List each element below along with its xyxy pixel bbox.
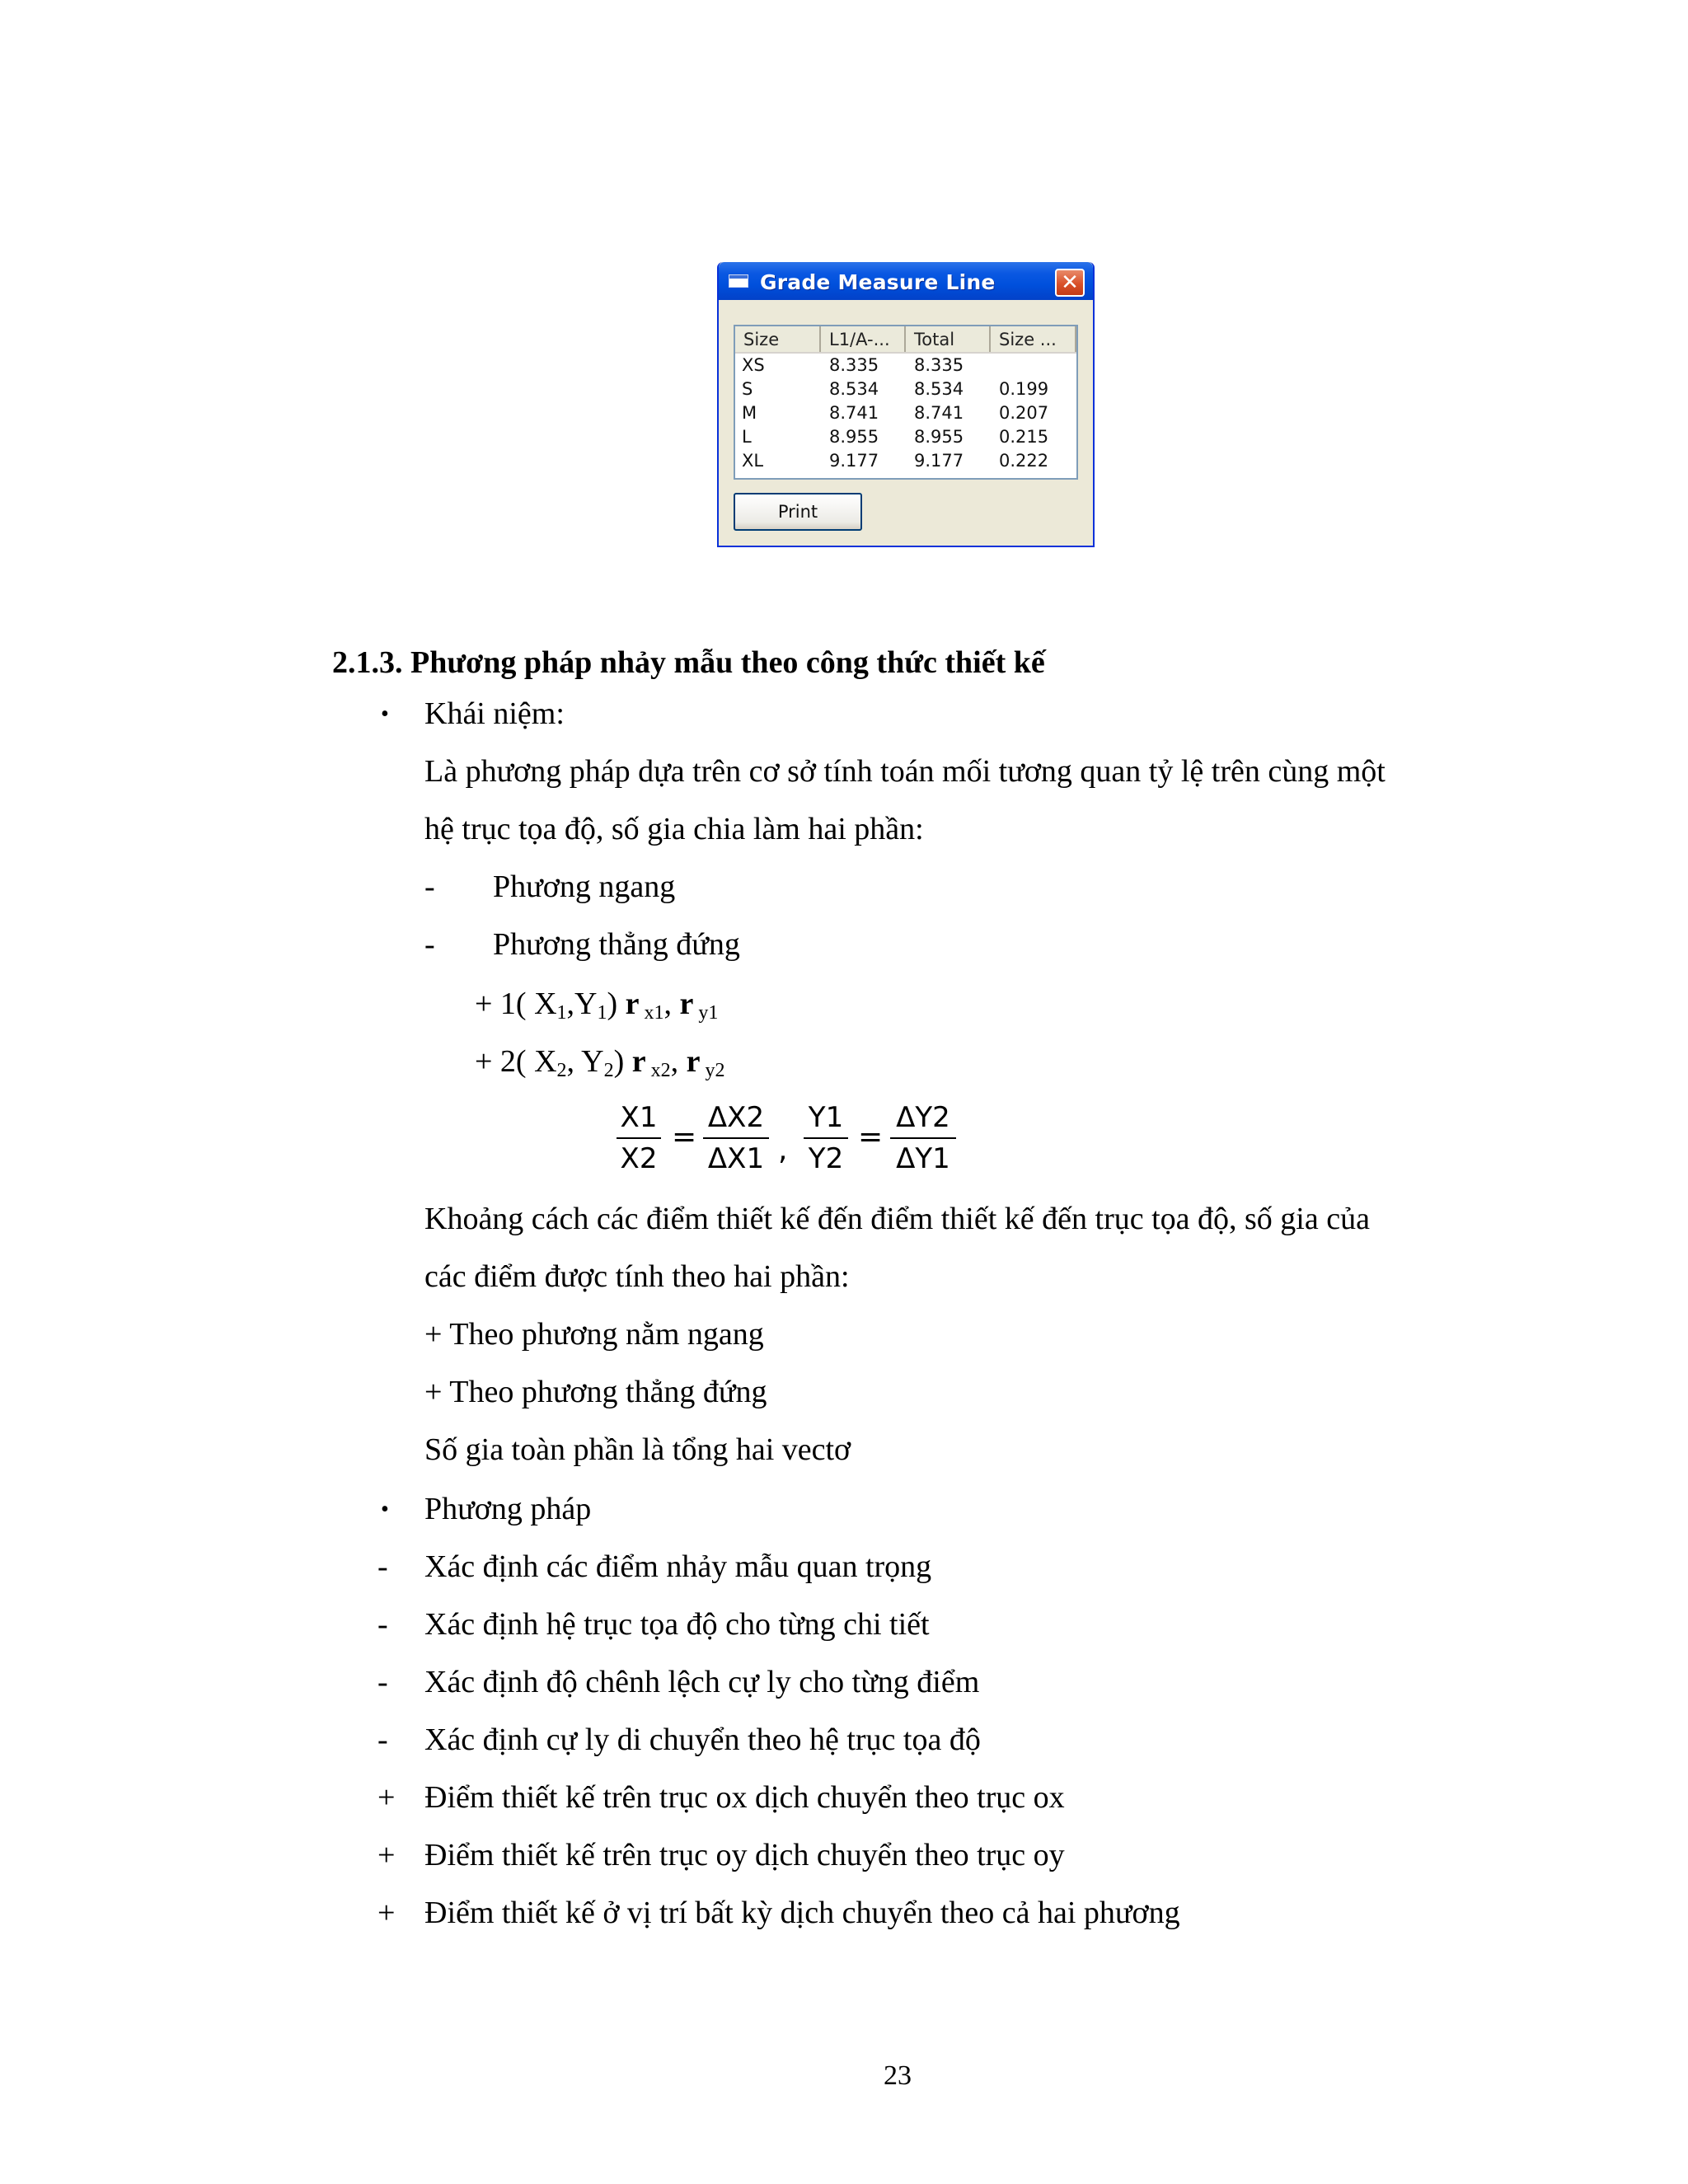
part-horizontal: Phương ngang [493, 869, 676, 904]
close-button[interactable] [1055, 269, 1085, 297]
dash-marker: - [377, 1607, 388, 1642]
move-rule: Điểm thiết kế trên trục ox dịch chuyển theo trục ox [424, 1780, 1065, 1815]
numerator: ΔY2 [896, 1101, 950, 1134]
page-number: 23 [884, 2060, 912, 2091]
fraction-bar [703, 1137, 769, 1139]
subscript: x2 [645, 1060, 671, 1081]
vector-r: r [679, 987, 694, 1021]
cell-total: 8.534 [914, 379, 964, 399]
point-2-mid: , Y [566, 1044, 604, 1079]
denominator: ΔX1 [707, 1142, 765, 1175]
subscript: y2 [700, 1060, 725, 1081]
dash-marker: - [424, 927, 435, 962]
cell-size: L [742, 427, 752, 447]
separator: , [670, 1044, 687, 1079]
vector-r: r [631, 1044, 646, 1079]
dash-marker: - [377, 1549, 388, 1584]
concept-text-line-2: hệ trục tọa độ, số gia chia làm hai phần: [424, 812, 924, 846]
fraction-bar [804, 1137, 848, 1139]
method-step: Xác định cự ly di chuyển theo hệ trục tọa độ [424, 1722, 981, 1757]
cell-size: S [742, 379, 753, 399]
list-header [735, 326, 1076, 354]
cell-size: XL [742, 451, 764, 471]
dialog-title: Grade Measure Line [760, 270, 996, 294]
denominator: Y2 [808, 1142, 844, 1175]
total-increment: Số gia toàn phần là tổng hai vectơ [424, 1432, 851, 1467]
plus-marker: + [377, 1838, 396, 1872]
fraction-dy2-dy1 [890, 1099, 956, 1177]
numerator: Y1 [808, 1101, 844, 1134]
vector-r: r [686, 1044, 701, 1079]
part-vertical: Phương thẳng đứng [493, 927, 740, 962]
cell-total: 8.955 [914, 427, 964, 447]
grade-measure-line-dialog [717, 262, 1095, 547]
cell-size-diff [991, 354, 1076, 377]
cell-l1: 8.955 [829, 427, 879, 447]
list-row[interactable] [735, 377, 1076, 401]
subscript: 1 [597, 1002, 607, 1024]
cell-size: XS [742, 355, 765, 375]
dialog-titlebar[interactable] [719, 262, 1093, 300]
fraction-bar [617, 1137, 661, 1139]
cell-total: 8.335 [914, 355, 964, 375]
method-step: Xác định độ chênh lệch cự ly cho từng điểm [424, 1665, 980, 1699]
equals-sign: = [858, 1120, 884, 1154]
window-icon [729, 274, 748, 288]
bullet-marker: • [381, 701, 389, 727]
point-1-prefix: + 1( X [475, 987, 557, 1021]
column-header-total[interactable]: Total [906, 326, 991, 352]
close-icon: ✕ [1061, 270, 1079, 295]
list-row[interactable] [735, 401, 1076, 425]
section-heading: 2.1.3. Phương pháp nhảy mẫu theo công thức thiết kế [332, 645, 1045, 680]
distance-text-line-1: Khoảng cách các điểm thiết kế đến điểm thiết kế đến trục tọa độ, số gia của [424, 1202, 1370, 1236]
print-button[interactable]: Print [734, 493, 862, 531]
separator: , [663, 987, 680, 1021]
fraction-bar [890, 1137, 956, 1139]
cell-size-diff: 0.207 [999, 403, 1049, 423]
fraction-dx2-dx1 [703, 1099, 769, 1177]
column-header-l1[interactable]: L1/A-... [821, 326, 906, 352]
column-header-size-diff[interactable]: Size ... [991, 326, 1076, 352]
fraction-y1-y2 [804, 1099, 848, 1177]
move-rule: Điểm thiết kế trên trục oy dịch chuyển theo trục oy [424, 1838, 1065, 1872]
list-row[interactable] [735, 425, 1076, 449]
method-label: Phương pháp [424, 1492, 592, 1526]
equals-sign: = [672, 1120, 697, 1154]
subscript: 1 [556, 1002, 567, 1024]
list-row[interactable] [735, 354, 1076, 377]
cell-total: 8.741 [914, 403, 964, 423]
numerator: ΔX2 [707, 1101, 765, 1134]
fraction-x1-x2 [617, 1099, 661, 1177]
comma-separator: , [778, 1133, 788, 1167]
by-vertical: + Theo phương thẳng đứng [424, 1375, 767, 1409]
vector-r: r [625, 987, 640, 1021]
cell-l1: 8.741 [829, 403, 879, 423]
cell-l1: 8.335 [829, 355, 879, 375]
method-step: Xác định hệ trục tọa độ cho từng chi tiết [424, 1607, 930, 1642]
point-1-expression [475, 988, 718, 1023]
subscript: y1 [693, 1002, 719, 1024]
method-step: Xác định các điểm nhảy mẫu quan trọng [424, 1549, 932, 1584]
cell-total: 9.177 [914, 451, 964, 471]
plus-marker: + [377, 1896, 396, 1930]
cell-l1: 8.534 [829, 379, 879, 399]
move-rule: Điểm thiết kế ở vị trí bất kỳ dịch chuyển theo cả hai phương [424, 1896, 1180, 1930]
cell-size: M [742, 403, 757, 423]
list-row[interactable] [735, 449, 1076, 473]
subscript: x1 [639, 1002, 664, 1024]
dash-marker: - [377, 1722, 388, 1757]
denominator: X2 [620, 1142, 658, 1175]
denominator: ΔY1 [896, 1142, 950, 1175]
measure-list[interactable] [734, 325, 1078, 480]
point-1-close: ) [607, 987, 626, 1021]
column-header-size[interactable]: Size [735, 326, 821, 352]
subscript: 2 [603, 1060, 614, 1081]
concept-label: Khái niệm: [424, 696, 565, 731]
dash-marker: - [424, 869, 435, 904]
point-2-prefix: + 2( X [475, 1044, 557, 1079]
point-1-mid: ,Y [566, 987, 598, 1021]
by-horizontal: + Theo phương nằm ngang [424, 1317, 764, 1352]
numerator: X1 [620, 1101, 658, 1134]
dash-marker: - [377, 1665, 388, 1699]
distance-text-line-2: các điểm được tính theo hai phần: [424, 1259, 850, 1294]
cell-l1: 9.177 [829, 451, 879, 471]
subscript: 2 [556, 1060, 567, 1081]
point-2-close: ) [613, 1044, 632, 1079]
point-2-expression [475, 1046, 724, 1080]
cell-size-diff: 0.215 [999, 427, 1049, 447]
concept-text-line-1: Là phương pháp dựa trên cơ sở tính toán mối tương quan tỷ lệ trên cùng một [424, 754, 1386, 789]
bullet-marker: • [381, 1497, 389, 1522]
cell-size-diff: 0.222 [999, 451, 1049, 471]
cell-size-diff: 0.199 [999, 379, 1049, 399]
plus-marker: + [377, 1780, 396, 1815]
